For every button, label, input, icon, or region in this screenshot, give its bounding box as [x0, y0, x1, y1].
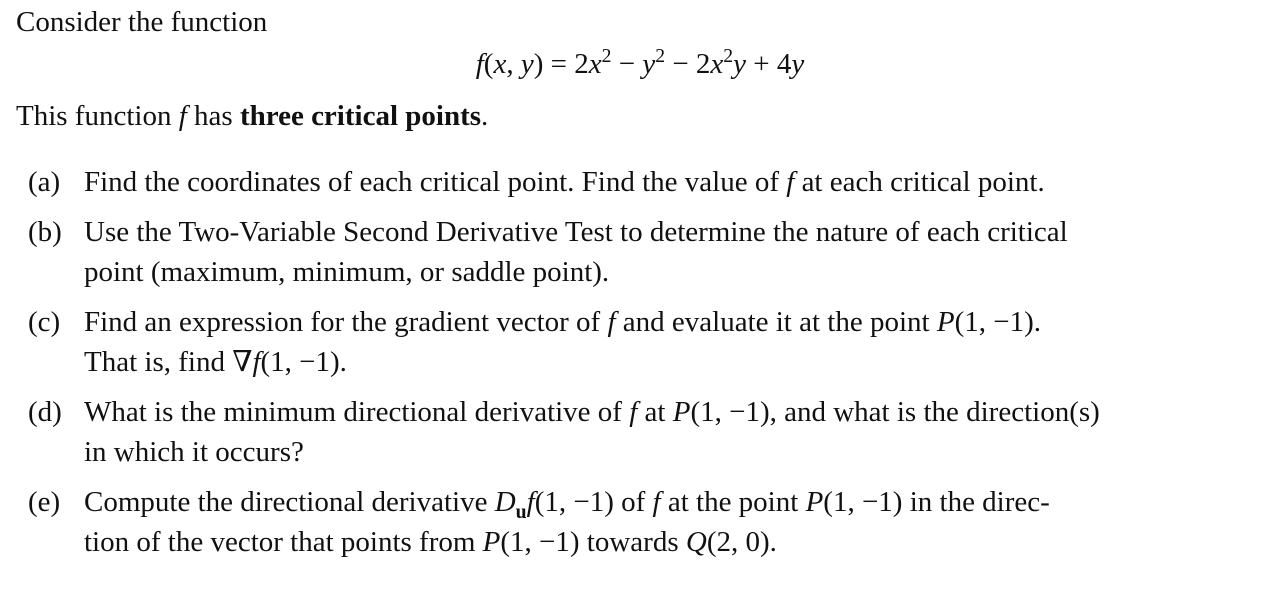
statement-prefix: This function	[16, 100, 179, 132]
statement-emphasis: three critical points	[239, 100, 482, 132]
part-a-text	[84, 162, 1268, 202]
part-d-line-1: What is the minimum directional derivative of f at P(1, −1), and what is the direction(s)	[84, 396, 1100, 428]
part-d-text	[84, 392, 1268, 472]
part-a-label: (a)	[28, 166, 61, 198]
part-c-line-1: Find an expression for the gradient vector of f and evaluate it at the point P(1, −1).	[84, 306, 1041, 338]
part-c	[0, 302, 1280, 382]
part-b-line-2: point (maximum, minimum, or saddle point).	[84, 256, 610, 288]
part-e-label: (e)	[28, 486, 61, 518]
statement-suffix: .	[481, 100, 489, 132]
part-c-text	[84, 302, 1268, 382]
function-name: f	[178, 100, 187, 132]
statement-middle: has	[186, 100, 240, 132]
part-d-line-2: in which it occurs?	[84, 436, 304, 468]
part-c-line-2: That is, find ∇f(1, −1).	[84, 346, 347, 378]
function-equation: f(x, $y) = 2x^2 - y^2 - 2x^2y + 4y$	[475, 45, 805, 80]
part-b-text	[84, 212, 1268, 292]
part-e-text	[84, 482, 1268, 562]
part-d-label: (d)	[28, 396, 62, 428]
question-parts	[0, 162, 1280, 572]
part-e-line-1: Compute the directional derivative $D_uf(1$, −1) of f at the point P(1, −1) in the direc-	[84, 486, 1050, 523]
part-e	[0, 482, 1280, 562]
critical-points-statement	[16, 96, 488, 136]
part-a	[0, 162, 1280, 202]
part-a-line-1: Find the coordinates of each critical point. Find the value of f at each critical point.	[84, 166, 1045, 198]
part-e-line-2: tion of the vector that points from P(1, −1) towards Q(2, 0).	[84, 526, 777, 558]
part-b-label: (b)	[28, 216, 62, 248]
part-b-line-1: Use the Two-Variable Second Derivative Test to determine the nature of each critical	[84, 216, 1068, 248]
part-d	[0, 392, 1280, 472]
part-c-label: (c)	[28, 306, 61, 338]
intro-text: Consider the function	[16, 6, 268, 38]
part-b	[0, 212, 1280, 292]
